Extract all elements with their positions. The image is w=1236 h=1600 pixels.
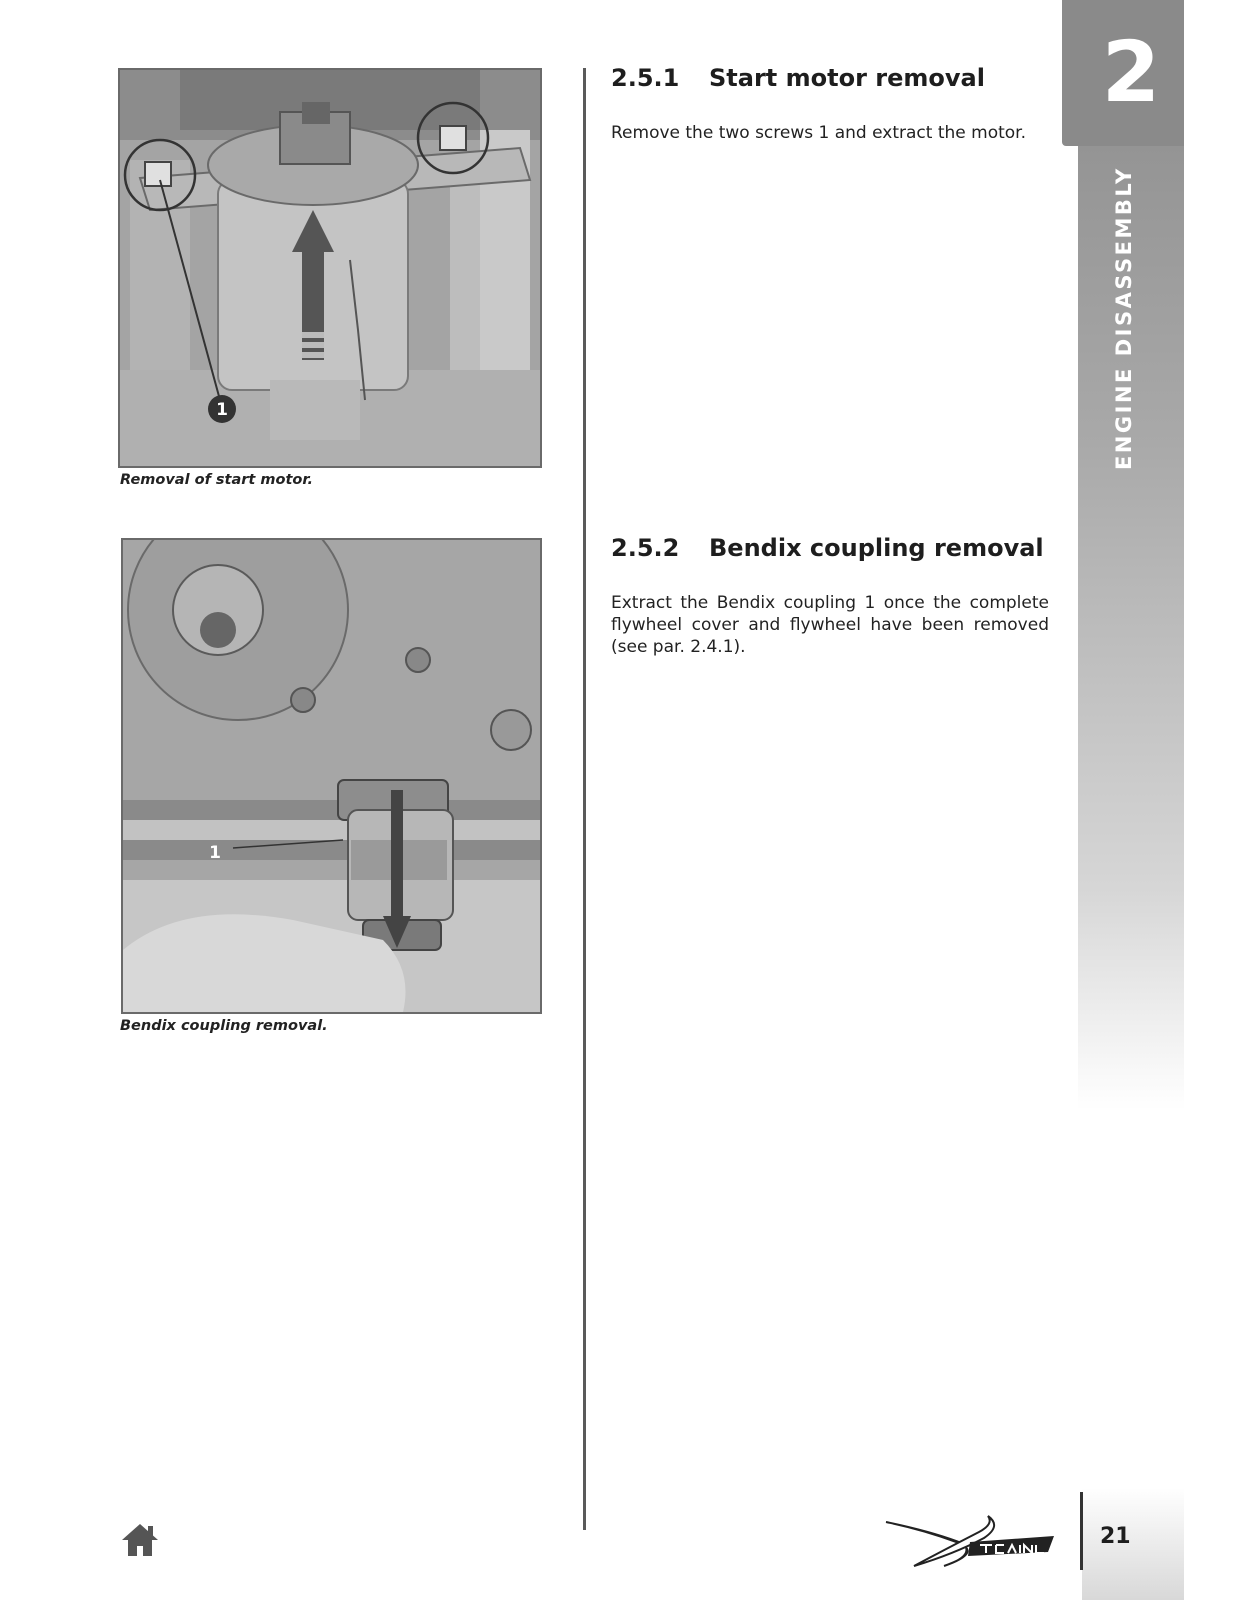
callout-1: 1	[216, 400, 228, 420]
section-body: Remove the two screws 1 and extract the motor.	[611, 123, 1026, 143]
page-number: 21	[1100, 1524, 1131, 1549]
section-number: 2.5.1	[611, 64, 680, 92]
section-body: Extract the Bendix coupling 1 once the complete flywheel cover and flywheel have been removed (see par. 2.4.1).	[611, 593, 1049, 657]
chapter-label: ENGINE DISASSEMBLY	[1112, 166, 1136, 470]
home-icon[interactable]	[120, 1520, 160, 1560]
section-title: Bendix coupling removal	[709, 534, 1044, 562]
chapter-number: 2	[1101, 23, 1161, 121]
section-number: 2.5.2	[611, 534, 680, 562]
photo-start-motor	[118, 68, 542, 468]
callout-1: 1	[209, 843, 221, 863]
section-title: Start motor removal	[709, 64, 985, 92]
x-trainer-logo	[884, 1512, 1056, 1568]
footer-tab	[1082, 1488, 1184, 1600]
figure-caption: Removal of start motor.	[120, 472, 313, 488]
section-heading	[611, 534, 1044, 562]
column-divider	[583, 68, 586, 1530]
section-heading	[611, 64, 985, 92]
footer-rule	[1080, 1492, 1083, 1570]
figure-caption: Bendix coupling removal.	[120, 1018, 328, 1034]
photo-bendix-coupling	[121, 538, 542, 1014]
